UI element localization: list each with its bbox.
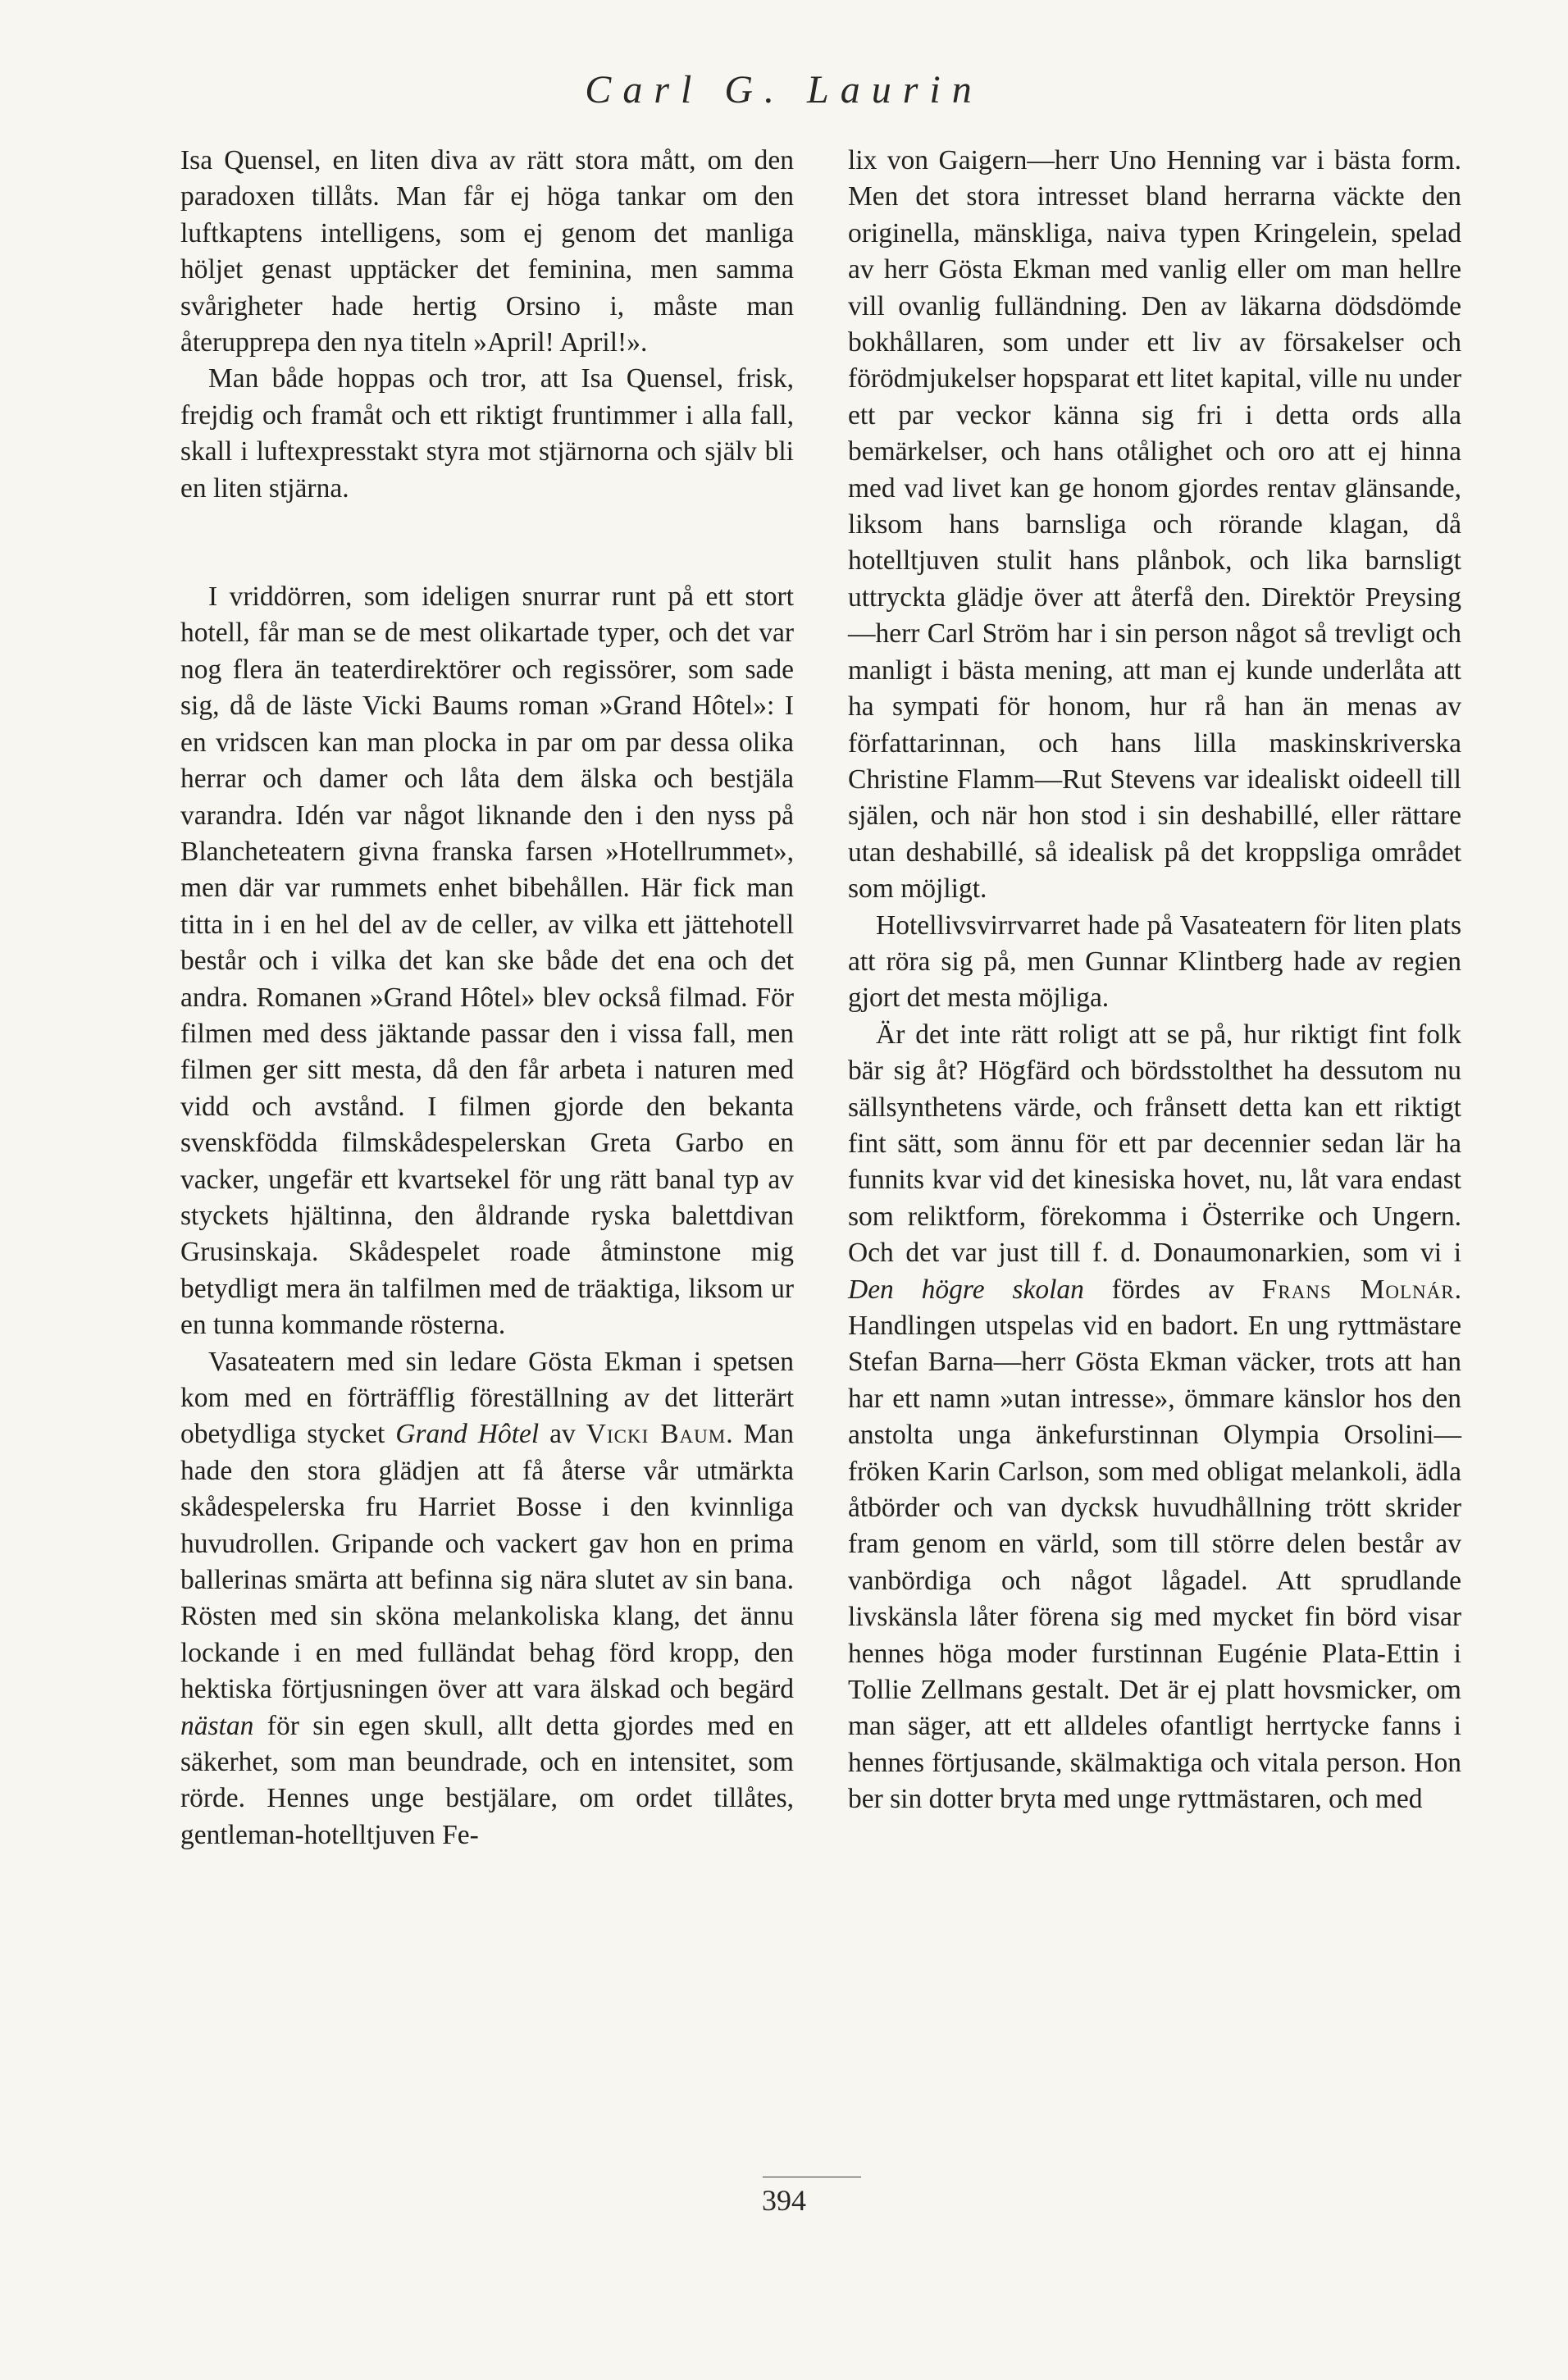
text-run: Vasateatern med sin ledare Gösta Ekman i spetsen kom med en förträfflig föreställning av det litterärt obetydliga stycket (180, 1346, 794, 1450)
text-run: av (539, 1419, 586, 1450)
paragraph (180, 1344, 794, 1854)
text-run: för sin egen skull, allt detta gjordes med en säkerhet, som man beundrade, och en intensitet, som rörde. Hennes unge bestjälare, om ordet tillåtes, gentleman-hotelltjuven Fe- (180, 1710, 794, 1850)
section-break (180, 507, 794, 579)
page-number: 394 (762, 2184, 806, 2217)
text-run: . Handlingen utspelas vid en badort. En ung ryttmästare Stefan Barna—herr Gösta Ekman väcker, trots att han har ett namn »utan intresse», ömmare känslor hos den anstolta unga änkefurstinnan Olympia Orsolini—fröken Karin Carlson, som med obligat melankoli, ädla åtbörder och van dycksk huvudhållning trött skrider fram genom en värld, som till större delen består av vanbördiga och något lågadel. Att sprudlande livskänsla låter förena sig med mycket fin börd visar hennes höga moder furstinnan Eugénie Plata-Ettin i Tollie Zellmans gestalt. Det är ej platt hovsmicker, om man säger, att ett alldeles ofantligt herrtycke fanns i hennes förtjusande, skälmaktiga och vitala person. Hon ber sin dotter bryta med unge ryttmästaren, och med (848, 1274, 1461, 1815)
author-name: Frans Molnár (1261, 1274, 1455, 1305)
paragraph: Hotellivsvirrvarret hade på Vasateatern för liten plats att röra sig på, men Gunnar Klintberg hade av regien gjort det mesta möjliga. (848, 910, 1461, 1014)
left-column (180, 143, 794, 1853)
play-title: Den högre skolan (848, 1274, 1084, 1305)
paragraph (848, 1017, 1461, 1818)
text-run: fördes av (1083, 1274, 1262, 1305)
paragraph: Man både hoppas och tror, att Isa Quensel, frisk, frejdig och framåt och ett riktigt fruntimmer i alla fall, skall i luftexpresstakt styra mot stjärnorna och själv bli en liten stjärna. (180, 363, 794, 504)
text-run: Är det inte rätt roligt att se på, hur riktigt fint folk bär sig åt? Högfärd och bördsstolthet ha dessutom nu sällsynthetens värde, och frånsett detta kan ett riktigt fint sätt, som ännu för ett par decennier sedan lär ha funnits kvar vid det kinesiska hovet, nu, låt vara endast som reliktform, förekomma i Österrike och Ungern. Och det var just till f. d. Donaumonarkien, som vi i (848, 1019, 1461, 1269)
running-head: Carl G. Laurin (585, 68, 983, 112)
paragraph: lix von Gaigern—herr Uno Henning var i bästa form. Men det stora intresset bland herrarna väckte den originella, mänskliga, naiva typen Kringelein, spelad av herr Gösta Ekman med vanlig eller om man hellre vill ovanlig fulländning. Den av läkarna dödsdömde bokhållaren, som under ett liv av försakelser och förödmjukelser hopsparat ett litet kapital, ville nu under ett par veckor känna sig fri i detta ords alla bemärkelser, och hans otålighet och oro att ej hinna med vad livet kan ge honom gjordes rentav glänsande, liksom hans barnsliga och rörande klagan, då hotelltjuven stulit hans plånbok, och lika barnsligt uttryckta glädje över att återfå den. Direktör Preysing—herr Carl Ström har i sin person något så trevligt och manligt i bästa mening, att man ej kunde underlåta att ha sympati för honom, hur rå han än menas av författarinnan, och hans lilla maskinskriverska Christine Flamm—Rut Stevens var idealiskt oideell till själen, och när hon stod i sin deshabillé, eller rättare utan deshabillé, så idealisk på det kroppsliga området som möjligt. (848, 145, 1461, 905)
right-column (848, 143, 1461, 1818)
author-name: Vicki Baum (586, 1419, 727, 1450)
text-run: . Man hade den stora glädjen att få återse vår utmärkta skådespelerska fru Harriet Bosse i den kvinnliga huvudrollen. Gripande och vackert gav hon en prima ballerinas smärta att befinna sig nära slutet av sin bana. Rösten med sin sköna melankoliska klang, det ännu lockande i en med fulländat behag förd kropp, den hektiska förtjusningen över att vara älskad och begärd (180, 1419, 794, 1705)
emphasis: nästan (180, 1710, 254, 1741)
play-title: Grand Hôtel (395, 1419, 540, 1450)
paragraph: I vriddörren, som ideligen snurrar runt på ett stort hotell, får man se de mest olikartade typer, och det var nog flera än teaterdirektörer och regissörer, som sade sig, då de läste Vicki Baums roman »Grand Hôtel»: I en vridscen kan man plocka in par om par dessa olika herrar och damer och låta dem älska och bestjäla varandra. Idén var något liknande den i den nyss på Blancheteatern givna franska farsen »Hotellrummet», men där var rummets enhet bibehållen. Här fick man titta in i en hel del av de celler, av vilka ett jättehotell består och i vilka det kan ske både det ena och det andra. Romanen »Grand Hôtel» blev också filmad. För filmen med dess jäktande passar den i vissa fall, men filmen ger sitt mesta, då den får arbeta i naturen med vidd och avstånd. I filmen gjorde den bekanta svenskfödda filmskådespelerskan Greta Garbo en vacker, ungefär ett kvartsekel för ung rätt banal typ av styckets hjältinna, den åldrande ryska balettdivan Grusinskaja. Skådespelet roade åtminstone mig betydligt mera än talfilmen med de träaktiga, liksom ur en tunna kommande rösterna. (180, 581, 794, 1341)
paragraph: Isa Quensel, en liten diva av rätt stora mått, om den paradoxen tillåts. Man får ej höga tankar om den luftkaptens intelligens, som ej genom det manliga höljet genast upptäcker det feminina, men samma svårigheter hade hertig Orsino i, måste man återupprepa den nya titeln »April! April!». (180, 145, 794, 358)
